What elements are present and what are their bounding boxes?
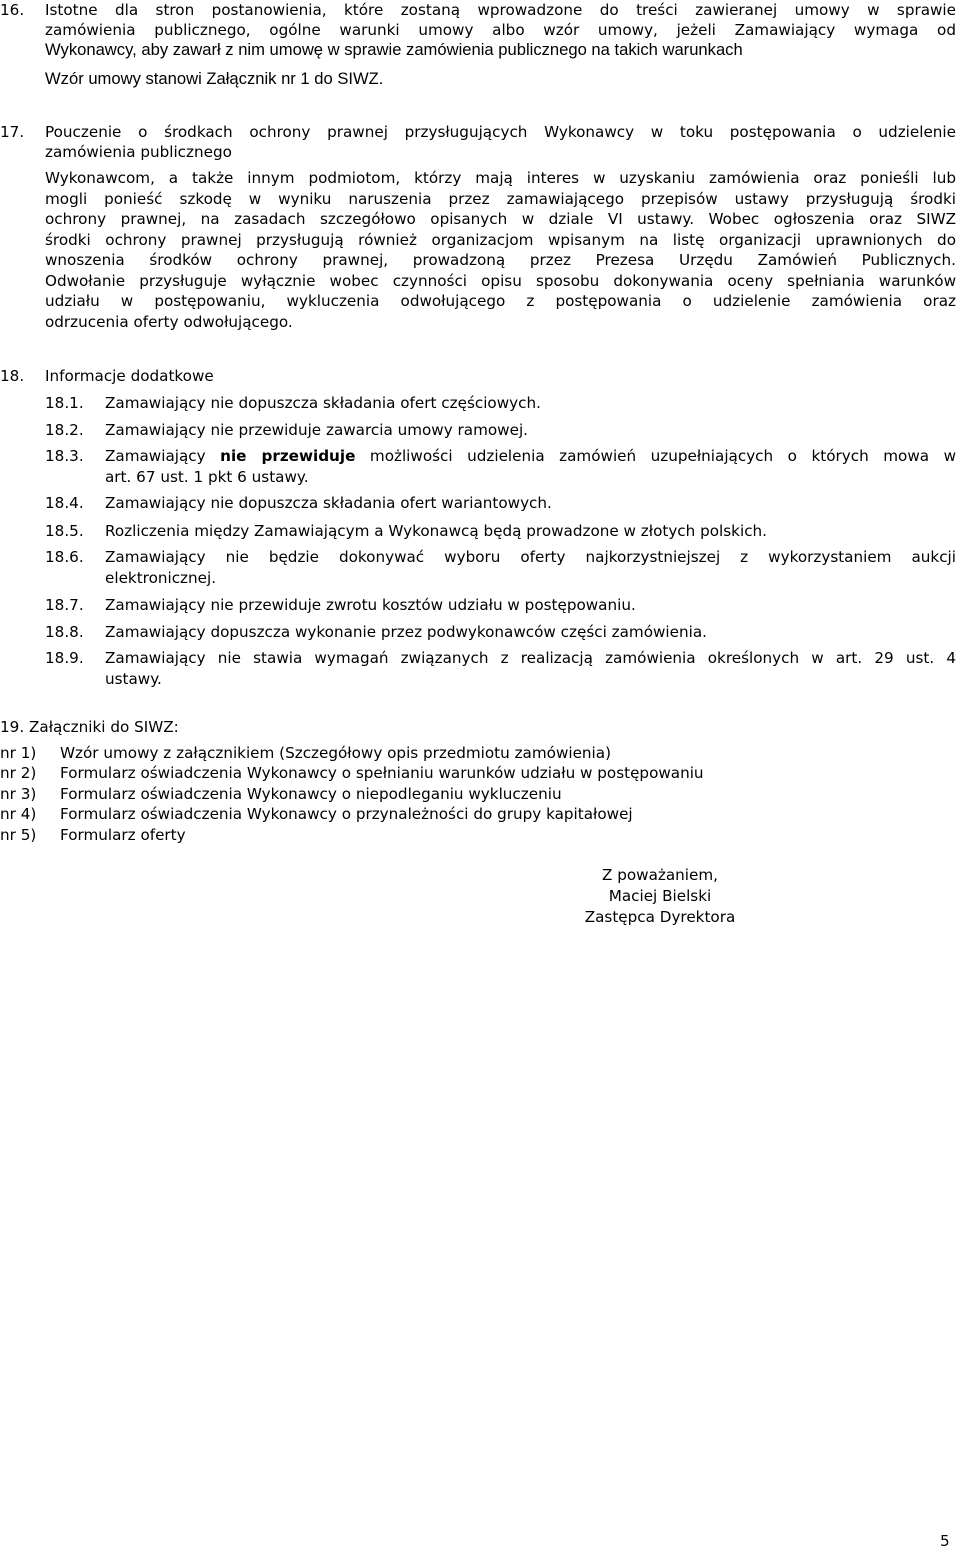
attachment-number: nr 4) <box>0 805 37 823</box>
attachment-text: Formularz oświadczenia Wykonawcy o przynależności do grupy kapitałowej <box>60 805 633 823</box>
section-17-body-line: udziału w postępowaniu, wykluczenia odwołującego z postępowania o udzielenie zamówienia oraz <box>45 292 956 310</box>
section-16-number: 16. <box>0 1 25 19</box>
attachment-number: nr 5) <box>0 825 37 844</box>
item-text: Rozliczenia między Zamawiającym a Wykonawcą będą prowadzone w złotych polskich. <box>105 521 767 540</box>
item-number: 18.4. <box>45 494 84 512</box>
section-17-body-line: odrzucenia oferty odwołującego. <box>45 312 293 331</box>
section-17-body-line: ochrony prawnej, na zasadach szczegółowo opisanych w dziale VI ustawy. Wobec ogłoszenia oraz SIWZ <box>45 210 956 228</box>
section-17-title-line-1: Pouczenie o środkach ochrony prawnej przysługujących Wykonawcy w toku postępowania o udzielenie <box>45 123 956 141</box>
item-text: Zamawiający nie dopuszcza składania ofert częściowych. <box>105 394 541 412</box>
section-16-line-2: zamówienia publicznego, ogólne warunki umowy albo wzór umowy, jeżeli Zamawiający wymaga od <box>45 21 956 39</box>
item-number: 18.5. <box>45 521 84 540</box>
section-17-body-line: wnoszenia środków ochrony prawnej, prowadzoną przez Prezesa Urzędu Zamówień Publicznych. <box>45 251 956 269</box>
attachment-text: Wzór umowy z załącznikiem (Szczegółowy opis przedmiotu zamówienia) <box>60 743 612 762</box>
item-text: Zamawiający nie przewiduje zawarcia umowy ramowej. <box>105 420 528 439</box>
item-number: 18.9. <box>45 649 84 667</box>
item-text-post: możliwości udzielenia zamówień uzupełniających o których mowa w <box>355 447 957 465</box>
attachment-number: nr 1) <box>0 743 37 762</box>
section-17-number: 17. <box>0 123 25 141</box>
item-text: Zamawiający nie przewiduje zwrotu kosztów udziału w postępowaniu. <box>105 595 636 614</box>
item-number: 18.8. <box>45 622 84 641</box>
signature-name: Maciej Bielski <box>608 887 712 905</box>
item-text: Zamawiający nie będzie dokonywać wyboru oferty najkorzystniejszej z wykorzystaniem aukcji <box>105 548 956 566</box>
section-18-number: 18. <box>0 367 25 385</box>
item-text: ustawy. <box>105 669 162 688</box>
item-number: 18.1. <box>45 394 84 412</box>
section-16-line-1: Istotne dla stron postanowienia, które zostaną wprowadzone do treści zawieranej umowy w sprawie <box>45 1 956 19</box>
signature-title: Zastępca Dyrektora <box>584 907 736 926</box>
item-text: Zamawiający nie dopuszcza składania ofert wariantowych. <box>105 494 552 512</box>
section-16-line-4: Wzór umowy stanowi Załącznik nr 1 do SIWZ. <box>45 69 384 88</box>
item-number: 18.3. <box>45 447 84 465</box>
item-number: 18.2. <box>45 420 84 439</box>
section-17-body-line: środki ochrony prawnej przysługują również organizacjom wpisanym na listę organizacji uprawnionych do <box>45 230 956 249</box>
section-18-title: Informacje dodatkowe <box>45 367 214 385</box>
attachment-text: Formularz oświadczenia Wykonawcy o niepodleganiu wykluczeniu <box>60 784 562 803</box>
section-17-title-line-2: zamówienia publicznego <box>45 143 232 161</box>
item-number: 18.7. <box>45 595 84 614</box>
attachment-text: Formularz oferty <box>60 825 186 844</box>
page-number: 5 <box>940 1532 950 1550</box>
item-text: Zamawiający nie stawia wymagań związanych z realizacją zamówienia określonych w art. 29 ust. 4 <box>105 649 956 667</box>
item-text: elektronicznej. <box>105 568 217 587</box>
signature-greeting: Z poważaniem, <box>602 866 718 884</box>
section-16-line-3: Wykonawcy, aby zawarł z nim umowę w sprawie zamówienia publicznego na takich warunkach <box>45 40 743 59</box>
item-text-with-emphasis <box>105 446 956 467</box>
attachment-text: Formularz oświadczenia Wykonawcy o spełnianiu warunków udziału w postępowaniu <box>60 764 704 782</box>
item-text-bold: nie przewiduje <box>220 447 356 465</box>
item-text: Zamawiający dopuszcza wykonanie przez podwykonawców części zamówienia. <box>105 622 707 641</box>
attachment-number: nr 2) <box>0 764 37 782</box>
section-19-title: 19. Załączniki do SIWZ: <box>0 717 179 736</box>
attachment-number: nr 3) <box>0 784 37 803</box>
section-17-body-line: Wykonawcom, a także innym podmiotom, którzy mają interes w uzyskaniu zamówienia oraz ponieśli lub <box>45 169 956 187</box>
section-17-body-line: mogli ponieść szkodę w wyniku naruszenia przez zamawiającego przepisów ustawy przysługują środki <box>45 189 956 208</box>
section-17-body-line: Odwołanie przysługuje wyłącznie wobec czynności opisu sposobu dokonywania oceny spełniania warunków <box>45 271 956 290</box>
item-text-pre: Zamawiający <box>105 447 221 465</box>
item-text: art. 67 ust. 1 pkt 6 ustawy. <box>105 467 309 486</box>
item-number: 18.6. <box>45 548 84 566</box>
